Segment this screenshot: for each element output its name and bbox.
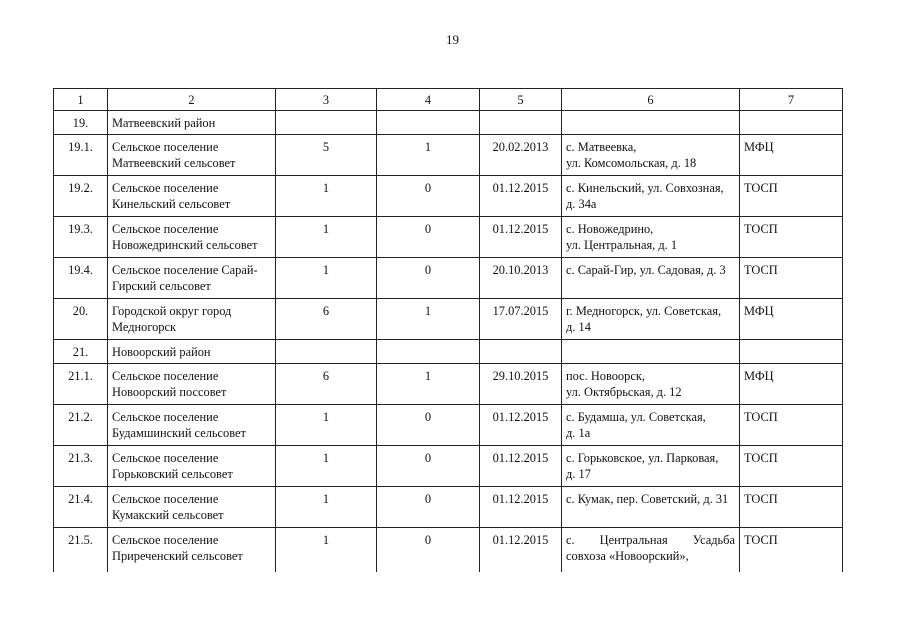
table-row: [54, 487, 843, 528]
row-number: 21.5.: [54, 528, 108, 572]
col3-value: 5: [276, 135, 377, 176]
municipality-name: Сельское поселение Сарай- Гирский сельсовет: [108, 258, 276, 299]
date-cell: 01.12.2015: [480, 217, 562, 258]
header-row: [54, 89, 843, 111]
table-row: [54, 258, 843, 299]
column-header: 7: [740, 89, 843, 111]
type-cell: МФЦ: [740, 364, 843, 405]
col4-value: 1: [377, 364, 480, 405]
col4-value: 1: [377, 299, 480, 340]
table-row: [54, 217, 843, 258]
municipality-name: Сельское поселение Новоорский поссовет: [108, 364, 276, 405]
col4-value: 1: [377, 135, 480, 176]
table-row: [54, 405, 843, 446]
address-cell: с. Кинельский, ул. Совхозная, д. 34а: [562, 176, 740, 217]
row-number: 21.: [54, 340, 108, 364]
row-number: 21.4.: [54, 487, 108, 528]
table-row: [54, 446, 843, 487]
row-number: 19.2.: [54, 176, 108, 217]
date-cell: 01.12.2015: [480, 446, 562, 487]
address-cell: пос. Новоорск, ул. Октябрьская, д. 12: [562, 364, 740, 405]
col4-value: 0: [377, 217, 480, 258]
document-table: [53, 88, 843, 572]
type-cell: ТОСП: [740, 528, 843, 572]
table-row: [54, 176, 843, 217]
section-name: Матвеевский район: [108, 111, 276, 135]
table-row: [54, 135, 843, 176]
date-cell: 01.12.2015: [480, 405, 562, 446]
row-number: 19.3.: [54, 217, 108, 258]
row-number: 21.1.: [54, 364, 108, 405]
date-cell: 01.12.2015: [480, 176, 562, 217]
address-cell: с. Будамша, ул. Советская, д. 1а: [562, 405, 740, 446]
column-header: 2: [108, 89, 276, 111]
column-header: 5: [480, 89, 562, 111]
municipality-name: Сельское поселение Кумакский сельсовет: [108, 487, 276, 528]
row-number: 19.4.: [54, 258, 108, 299]
address-cell: с. Матвеевка, ул. Комсомольская, д. 18: [562, 135, 740, 176]
row-number: 20.: [54, 299, 108, 340]
type-cell: ТОСП: [740, 487, 843, 528]
date-cell: 17.07.2015: [480, 299, 562, 340]
table-row: [54, 528, 843, 572]
municipality-name: Сельское поселение Матвеевский сельсовет: [108, 135, 276, 176]
row-number: 21.2.: [54, 405, 108, 446]
type-cell: ТОСП: [740, 217, 843, 258]
section-row: [54, 340, 843, 364]
col3-value: 1: [276, 446, 377, 487]
row-number: 21.3.: [54, 446, 108, 487]
column-header: 3: [276, 89, 377, 111]
type-cell: МФЦ: [740, 135, 843, 176]
type-cell: ТОСП: [740, 405, 843, 446]
col3-value: 1: [276, 528, 377, 572]
address-cell: г. Медногорск, ул. Советская, д. 14: [562, 299, 740, 340]
column-header: 1: [54, 89, 108, 111]
table-row: [54, 364, 843, 405]
municipality-name: Сельское поселение Приреченский сельсовет: [108, 528, 276, 572]
col3-value: 1: [276, 176, 377, 217]
address-cell: с. Сарай-Гир, ул. Садовая, д. 3: [562, 258, 740, 299]
address-cell: с. Кумак, пер. Советский, д. 31: [562, 487, 740, 528]
address-cell: с. Горьковское, ул. Парковая, д. 17: [562, 446, 740, 487]
type-cell: ТОСП: [740, 258, 843, 299]
col4-value: 0: [377, 487, 480, 528]
date-cell: 01.12.2015: [480, 487, 562, 528]
col4-value: 0: [377, 176, 480, 217]
municipality-name: Сельское поселение Будамшинский сельсовет: [108, 405, 276, 446]
col4-value: 0: [377, 446, 480, 487]
date-cell: 20.10.2013: [480, 258, 562, 299]
col3-value: 1: [276, 258, 377, 299]
municipality-name: Сельское поселение Горьковский сельсовет: [108, 446, 276, 487]
address-cell: с. Центральная Усадьба совхоза «Новоорский»,: [562, 528, 740, 572]
type-cell: ТОСП: [740, 176, 843, 217]
col3-value: 6: [276, 299, 377, 340]
col3-value: 1: [276, 487, 377, 528]
column-header: 4: [377, 89, 480, 111]
type-cell: МФЦ: [740, 299, 843, 340]
col4-value: 0: [377, 528, 480, 572]
col3-value: 6: [276, 364, 377, 405]
date-cell: 29.10.2015: [480, 364, 562, 405]
col4-value: 0: [377, 258, 480, 299]
page-number: 19: [446, 32, 459, 47]
col3-value: 1: [276, 405, 377, 446]
type-cell: ТОСП: [740, 446, 843, 487]
section-row: [54, 111, 843, 135]
municipality-name: Городской округ город Медногорск: [108, 299, 276, 340]
date-cell: 01.12.2015: [480, 528, 562, 572]
row-number: 19.1.: [54, 135, 108, 176]
table-row: [54, 299, 843, 340]
municipality-name: Сельское поселение Кинельский сельсовет: [108, 176, 276, 217]
col4-value: 0: [377, 405, 480, 446]
municipality-name: Сельское поселение Новожедринский сельсовет: [108, 217, 276, 258]
row-number: 19.: [54, 111, 108, 135]
address-cell: с. Новожедрино, ул. Центральная, д. 1: [562, 217, 740, 258]
col3-value: 1: [276, 217, 377, 258]
date-cell: 20.02.2013: [480, 135, 562, 176]
section-name: Новоорский район: [108, 340, 276, 364]
column-header: 6: [562, 89, 740, 111]
